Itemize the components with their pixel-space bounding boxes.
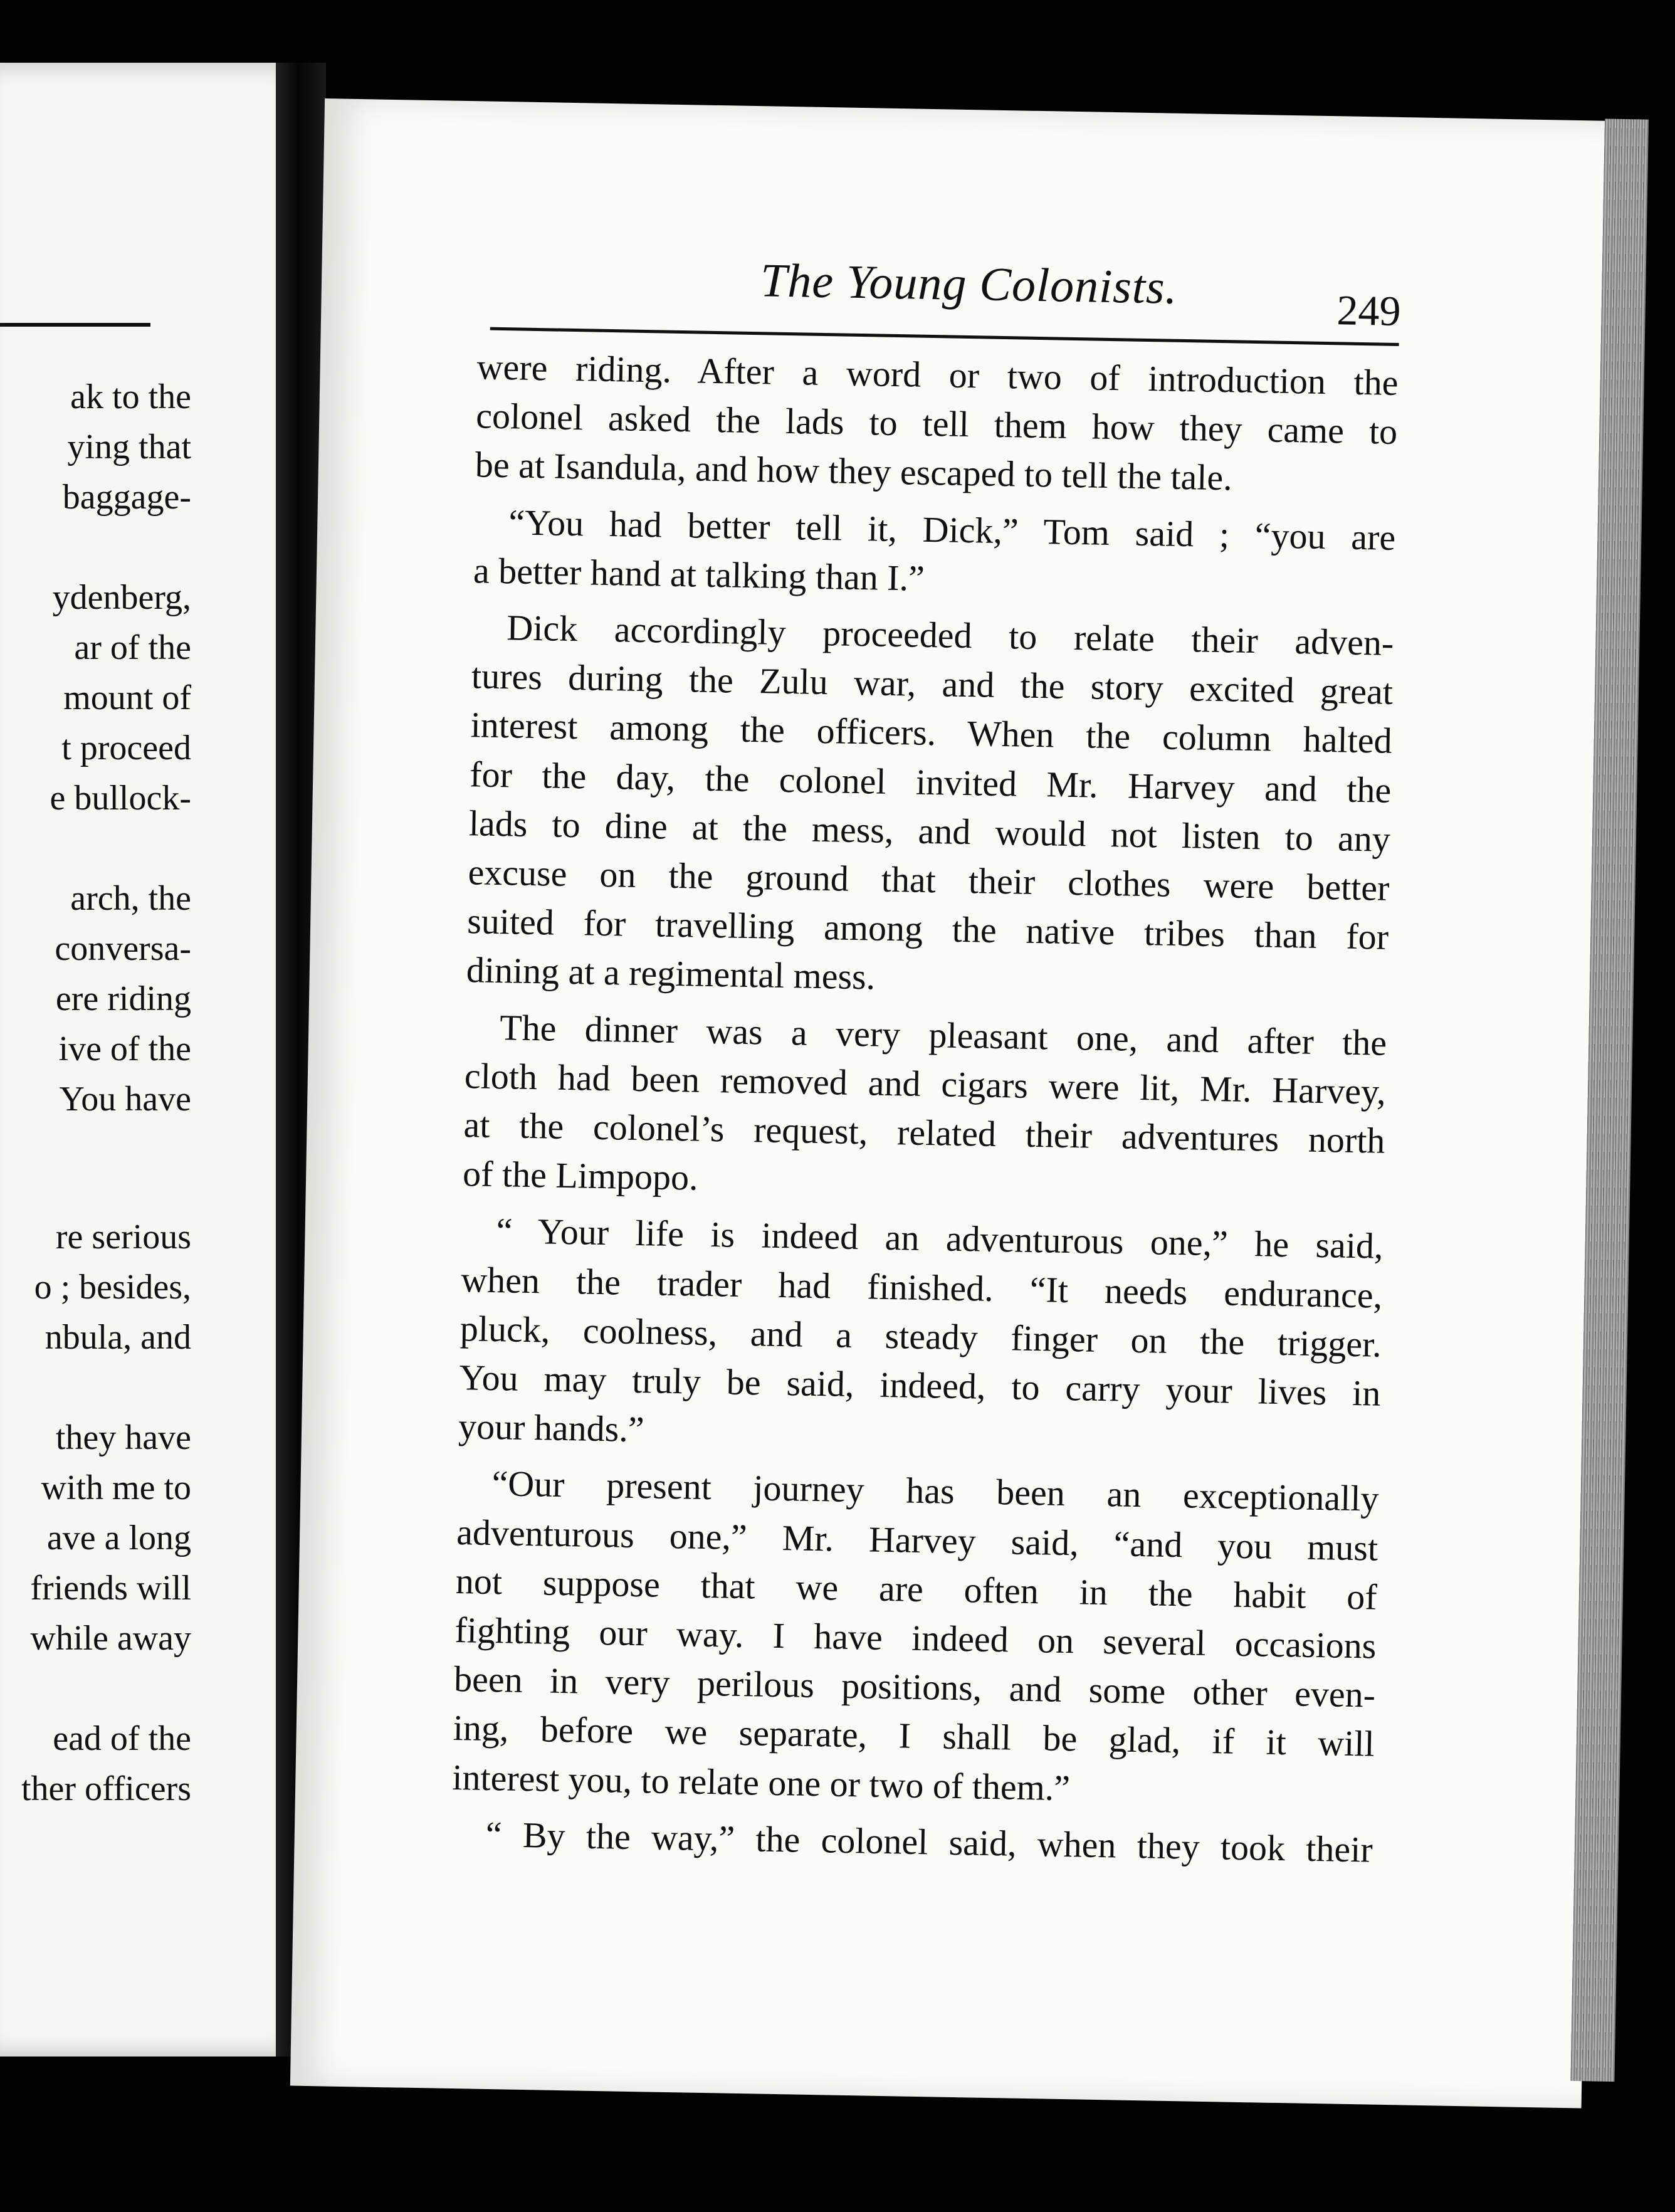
text-line: ing, before we separate, I shall be glad, if it will — [453, 1707, 1375, 1765]
body-text — [451, 342, 1399, 1874]
text-line: at the colonel’s request, related their adventures north — [463, 1104, 1385, 1161]
text-line: been in very perilous positions, and some other even- — [453, 1658, 1376, 1715]
left-page-line: they have — [55, 1418, 191, 1457]
text-line: a better hand at talking than I.” — [473, 550, 925, 599]
paragraph — [451, 1809, 1373, 1875]
text-line: colonel asked the lads to tell them how they came to — [475, 395, 1398, 453]
text-line: when the trader had finished. “It needs endurance, — [460, 1258, 1383, 1316]
text-line: “ Your life is indeed an adventurous one,” he said, — [496, 1210, 1384, 1267]
right-page — [290, 98, 1616, 2108]
left-page-line: nbula, and — [45, 1318, 191, 1357]
left-page-line: You have — [59, 1080, 191, 1119]
text-line: cloth had been removed and cigars were lit, Mr. Harvey, — [464, 1055, 1387, 1112]
text-line: fighting our way. I have indeed on several occasions — [454, 1609, 1377, 1667]
left-page-line: ive of the — [58, 1030, 191, 1068]
text-line: of the Limpopo. — [462, 1153, 699, 1198]
running-head: The Young Colonists. — [760, 254, 1179, 314]
left-page-line: ther officers — [21, 1769, 191, 1808]
left-page-line: ere riding — [55, 979, 191, 1018]
left-page-rule — [0, 323, 150, 327]
left-page-line: ak to the — [70, 377, 191, 416]
text-line: excuse on the ground that their clothes were better — [468, 851, 1390, 908]
text-line: “You had better tell it, Dick,” Tom said ; “you are — [508, 501, 1396, 558]
left-page-line: arch, the — [70, 879, 191, 918]
text-line: Dick accordingly proceeded to relate their adven- — [506, 607, 1394, 663]
left-page — [0, 63, 313, 2057]
text-line: for the day, the colonel invited Mr. Harvey and the — [469, 753, 1392, 811]
page-number: 249 — [1336, 286, 1402, 335]
text-line: You may truly be said, indeed, to carry your lives in — [459, 1357, 1381, 1414]
paragraph — [473, 497, 1396, 611]
left-page-line: while away — [30, 1619, 191, 1658]
left-page-line: conversa- — [55, 929, 191, 968]
text-line: lads to dine at the mess, and would not listen to any — [468, 803, 1391, 860]
paragraph — [452, 1459, 1379, 1818]
paragraph — [475, 342, 1399, 505]
text-line: be at Isandula, and how they escaped to tell the tale. — [475, 444, 1233, 498]
left-page-line: baggage- — [62, 478, 191, 517]
left-page-line: ead of the — [53, 1719, 191, 1758]
left-page-line: re serious — [55, 1218, 191, 1256]
left-page-line: e bullock- — [50, 779, 191, 818]
left-page-line: ying that — [67, 428, 191, 466]
left-page-line: friends will — [30, 1569, 191, 1608]
header-rule — [490, 327, 1399, 346]
paragraph — [463, 1003, 1387, 1214]
left-page-line: o ; besides, — [34, 1268, 191, 1307]
left-page-line: t proceed — [61, 729, 191, 767]
left-page-line: mount of — [63, 678, 191, 717]
text-line: “Our present journey has been an exceptionally — [491, 1463, 1379, 1520]
left-page-line: ave a long — [46, 1519, 191, 1557]
left-page-line: with me to — [41, 1468, 191, 1507]
paragraph — [458, 1206, 1384, 1468]
paragraph — [466, 603, 1394, 1011]
text-line: adventurous one,” Mr. Harvey said, “and you must — [456, 1511, 1378, 1569]
text-line: tures during the Zulu war, and the story excited great — [471, 655, 1394, 713]
text-line: pluck, coolness, and a steady finger on the trigger. — [459, 1307, 1382, 1365]
text-line: “ By the way,” the colonel said, when they took their — [485, 1813, 1373, 1870]
text-line: suited for travelling among the native tribes than for — [466, 900, 1389, 958]
text-line: The dinner was a very pleasant one, and after the — [499, 1006, 1387, 1063]
text-line: your hands.” — [458, 1406, 645, 1450]
left-page-line: ar of the — [74, 628, 191, 667]
left-page-line: ydenberg, — [52, 578, 191, 617]
text-line: were riding. After a word or two of introduction the — [476, 346, 1399, 403]
text-line: interest among the officers. When the column halted — [470, 704, 1393, 762]
text-line: interest you, to relate one or two of them.” — [451, 1756, 1071, 1808]
text-line: dining at a regimental mess. — [466, 949, 876, 998]
text-line: not suppose that we are often in the habit of — [455, 1560, 1378, 1618]
